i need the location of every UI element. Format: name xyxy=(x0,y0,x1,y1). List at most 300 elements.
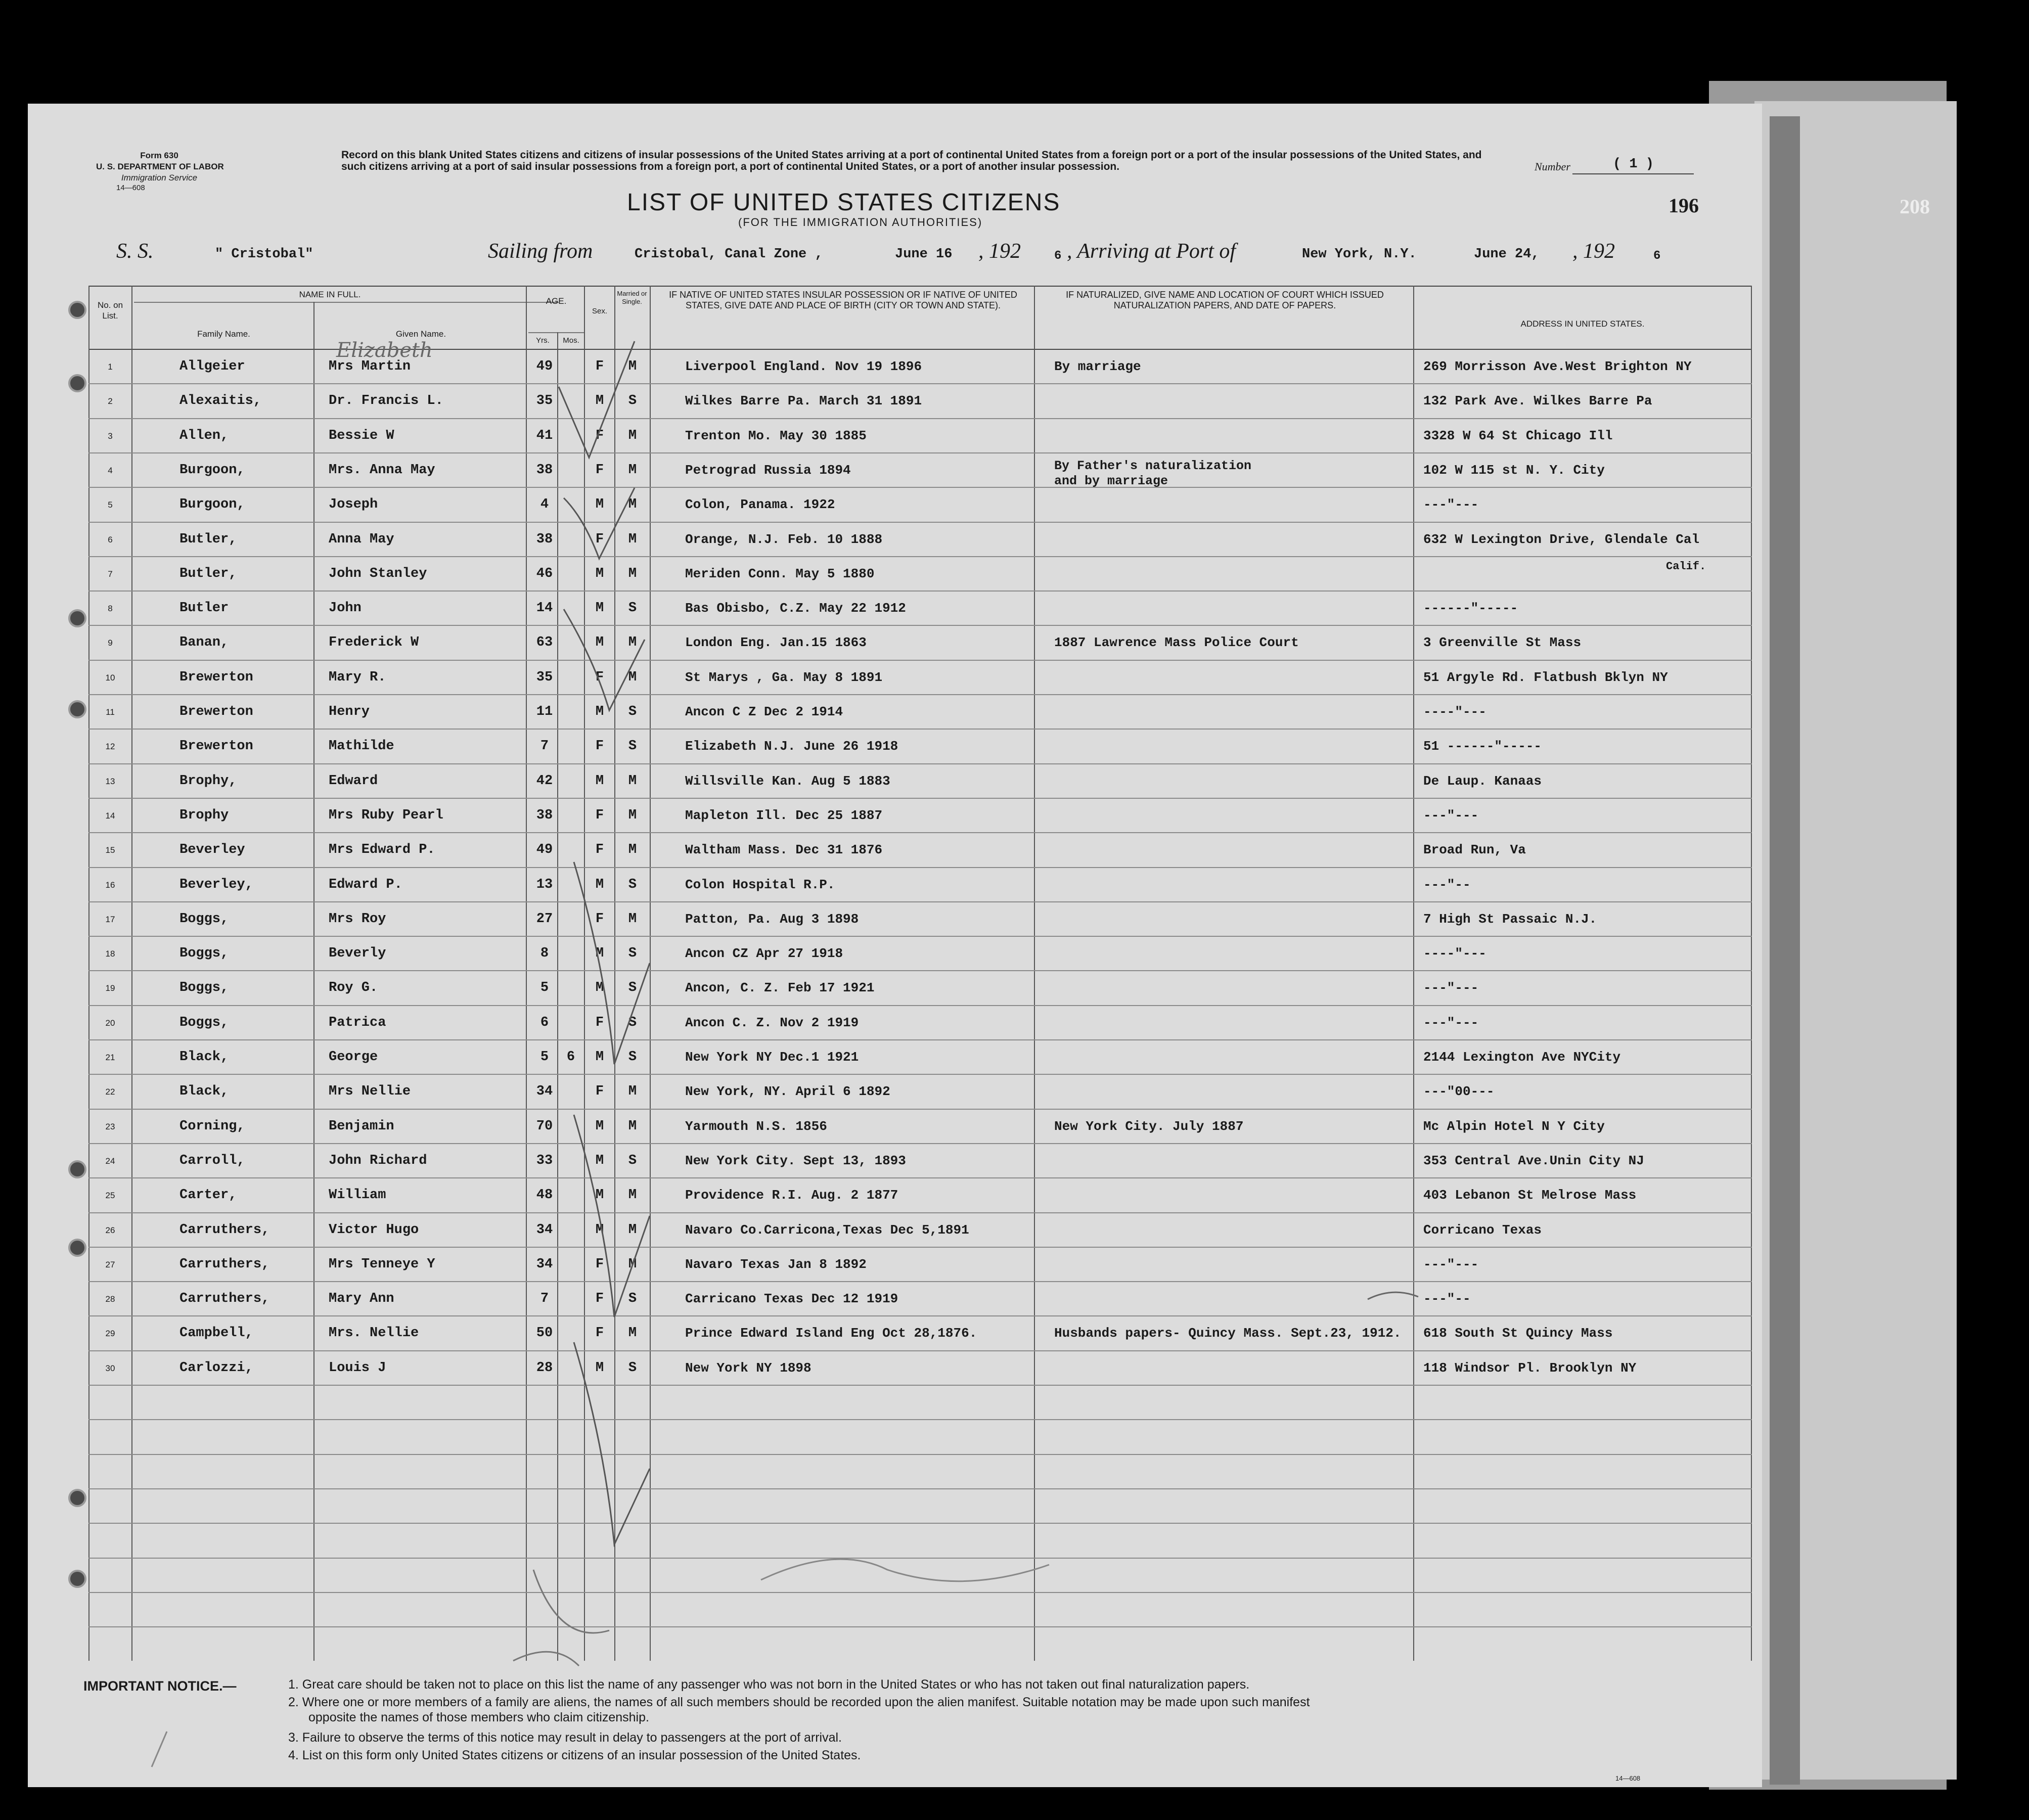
col-header-no: No. on List. xyxy=(97,300,123,321)
us-address: ---"--- xyxy=(1423,980,1479,996)
marital-status: M xyxy=(628,1188,637,1203)
birth-place-date: Colon Hospital R.P. xyxy=(685,877,835,892)
sex: M xyxy=(595,1050,604,1065)
us-address: ----"--- xyxy=(1423,704,1486,719)
birth-place-date: Willsville Kan. Aug 5 1883 xyxy=(685,773,890,789)
us-address: 51 ------"----- xyxy=(1423,739,1542,754)
family-name: Corning, xyxy=(179,1118,245,1134)
punch-hole xyxy=(68,1239,86,1257)
family-name: Butler, xyxy=(179,531,237,547)
birth-place-date: New York, NY. April 6 1892 xyxy=(685,1084,890,1100)
us-address: 2144 Lexington Ave NYCity xyxy=(1423,1050,1621,1065)
col-header-name: NAME IN FULL. xyxy=(299,290,361,299)
sex: F xyxy=(595,911,604,927)
row-number: 12 xyxy=(105,742,115,752)
sex: M xyxy=(595,1360,604,1376)
sex: M xyxy=(595,877,604,892)
form-number: Form 630 xyxy=(140,151,178,160)
marital-status: M xyxy=(628,1222,637,1238)
marital-status: M xyxy=(628,1256,637,1272)
given-name: Bessie W xyxy=(329,428,394,443)
marital-status: M xyxy=(628,566,637,581)
manifest-page xyxy=(28,104,1762,1787)
page-subtitle: (FOR THE IMMIGRATION AUTHORITIES) xyxy=(738,216,983,229)
age-years: 48 xyxy=(536,1188,553,1203)
us-address: 7 High St Passaic N.J. xyxy=(1423,911,1597,927)
marital-status: S xyxy=(628,1291,637,1307)
background-sheet-edge xyxy=(1770,116,1800,1785)
marital-status: S xyxy=(628,1153,637,1168)
us-address: Broad Run, Va xyxy=(1423,842,1526,858)
given-name: Victor Hugo xyxy=(329,1222,419,1238)
age-years: 46 xyxy=(536,566,553,581)
sex: F xyxy=(595,1326,604,1341)
given-name: Mary Ann xyxy=(329,1291,394,1307)
notice-item-2b: opposite the names of those members who claim citizenship. xyxy=(308,1710,649,1724)
marital-status: M xyxy=(628,531,637,547)
birth-place-date: London Eng. Jan.15 1863 xyxy=(685,635,867,651)
sex: M xyxy=(595,393,604,409)
marital-status: M xyxy=(628,635,637,651)
marital-status: M xyxy=(628,807,637,823)
us-address: 51 Argyle Rd. Flatbush Bklyn NY xyxy=(1423,669,1668,685)
given-name: George xyxy=(329,1050,378,1065)
us-address: 632 W Lexington Drive, Glendale Cal xyxy=(1423,531,1700,547)
row-number: 19 xyxy=(105,983,115,993)
marital-status: S xyxy=(628,1050,637,1065)
family-name: Campbell, xyxy=(179,1326,253,1341)
family-name: Brewerton xyxy=(179,669,253,685)
family-name: Black, xyxy=(179,1084,229,1100)
family-name: Carruthers, xyxy=(179,1256,270,1272)
sailing-label: Sailing from xyxy=(488,240,593,263)
birth-place-date: Liverpool England. Nov 19 1896 xyxy=(685,359,922,374)
marital-status: M xyxy=(628,428,637,443)
sex: M xyxy=(595,1188,604,1203)
family-name: Beverley, xyxy=(179,877,253,892)
given-name: William xyxy=(329,1188,386,1203)
age-years: 38 xyxy=(536,462,553,478)
family-name: Boggs, xyxy=(179,980,229,996)
birth-place-date: Ancon C Z Dec 2 1914 xyxy=(685,704,843,719)
given-name: Mrs Ruby Pearl xyxy=(329,807,443,823)
row-number: 23 xyxy=(105,1121,115,1131)
age-years: 14 xyxy=(536,601,553,616)
family-name: Allgeier xyxy=(179,359,245,374)
row-number: 3 xyxy=(108,431,113,441)
marital-status: S xyxy=(628,704,637,719)
notice-item-1: 1. Great care should be taken not to place on this list the name of any passenger who was not born in the United States or who has not taken out final naturalization papers. xyxy=(288,1677,1250,1692)
family-name: Brewerton xyxy=(179,739,253,754)
row-number: 15 xyxy=(105,845,115,855)
given-name: Mrs. Nellie xyxy=(329,1326,419,1341)
family-name: Allen, xyxy=(179,428,229,443)
family-name: Butler xyxy=(179,601,229,616)
row-number: 25 xyxy=(105,1191,115,1201)
ship-name: " Cristobal" xyxy=(215,247,313,262)
row-number: 17 xyxy=(105,914,115,924)
age-years: 7 xyxy=(540,1291,549,1307)
sex: F xyxy=(595,359,604,374)
marital-status: S xyxy=(628,739,637,754)
given-name: Henry xyxy=(329,704,370,719)
marital-status: M xyxy=(628,842,637,858)
age-years: 49 xyxy=(536,842,553,858)
given-name: Benjamin xyxy=(329,1118,394,1134)
sex: F xyxy=(595,1084,604,1100)
row-number: 13 xyxy=(105,776,115,786)
col-header-family: Family Name. xyxy=(197,329,250,339)
family-name: Burgoon, xyxy=(179,462,245,478)
us-address: ---"-- xyxy=(1423,1291,1471,1307)
row-number: 28 xyxy=(105,1294,115,1304)
notice-item-4: 4. List on this form only United States citizens or citizens of an insular possession of the United States. xyxy=(288,1748,861,1762)
sex: M xyxy=(595,980,604,996)
page-title: LIST OF UNITED STATES CITIZENS xyxy=(627,189,1061,216)
marital-status: S xyxy=(628,980,637,996)
row-number: 11 xyxy=(106,707,115,717)
arrival-port: New York, N.Y. xyxy=(1302,247,1417,262)
birth-place-date: Carricano Texas Dec 12 1919 xyxy=(685,1291,898,1307)
notice-heading: IMPORTANT NOTICE.— xyxy=(83,1678,237,1694)
us-address: ---"00--- xyxy=(1423,1084,1495,1100)
row-number: 29 xyxy=(105,1329,115,1339)
form-code-top: 14—608 xyxy=(116,184,145,192)
row-number: 8 xyxy=(108,604,113,614)
punch-hole xyxy=(68,700,86,718)
punch-hole xyxy=(68,1570,86,1588)
punch-hole xyxy=(68,1489,86,1507)
family-name: Carruthers, xyxy=(179,1291,270,1307)
family-name: Burgoon, xyxy=(179,497,245,513)
arriving-label: , Arriving at Port of xyxy=(1067,240,1236,263)
us-address: ---"--- xyxy=(1423,807,1479,823)
age-years: 38 xyxy=(536,531,553,547)
family-name: Carlozzi, xyxy=(179,1360,253,1376)
given-name: Joseph xyxy=(329,497,378,513)
age-years: 33 xyxy=(536,1153,553,1168)
age-years: 4 xyxy=(540,497,549,513)
row-number: 7 xyxy=(108,569,113,579)
us-address: ---"--- xyxy=(1423,497,1479,513)
sex: F xyxy=(595,462,604,478)
marital-status: S xyxy=(628,1015,637,1030)
marital-status: M xyxy=(628,911,637,927)
row-number: 26 xyxy=(105,1225,115,1235)
us-address: ---"--- xyxy=(1423,1256,1479,1272)
birth-place-date: Ancon CZ Apr 27 1918 xyxy=(685,946,843,962)
family-name: Beverley xyxy=(179,842,245,858)
notice-item-2: 2. Where one or more members of a family are aliens, the names of all such members should be recorded upon the alien manifest. Suitable notation may be made upon such manifest xyxy=(288,1695,1310,1709)
birth-place-date: Navaro Co.Carricona,Texas Dec 5,1891 xyxy=(685,1222,969,1238)
row-number: 10 xyxy=(105,672,115,682)
given-name: Beverly xyxy=(329,946,386,962)
row-number: 4 xyxy=(108,465,113,475)
birth-place-date: Wilkes Barre Pa. March 31 1891 xyxy=(685,393,922,409)
family-name: Black, xyxy=(179,1050,229,1065)
given-name: Mrs Roy xyxy=(329,911,386,927)
marital-status: S xyxy=(628,393,637,409)
row-number: 24 xyxy=(105,1156,115,1166)
age-years: 49 xyxy=(536,359,553,374)
us-address: 269 Morrisson Ave.West Brighton NY xyxy=(1423,359,1692,374)
sex: F xyxy=(595,1015,604,1030)
row-number: 5 xyxy=(108,500,113,510)
side-page-stamp: 208 xyxy=(1900,195,1930,218)
ss-label: S. S. xyxy=(116,240,154,263)
given-name: Dr. Francis L. xyxy=(329,393,443,409)
naturalization: New York City. July 1887 xyxy=(1054,1118,1244,1134)
sex: M xyxy=(595,704,604,719)
year-digit-1: 6 xyxy=(1054,249,1062,263)
row-number: 2 xyxy=(108,396,113,406)
age-years: 34 xyxy=(536,1084,553,1100)
naturalization: Husbands papers- Quincy Mass. Sept.23, 1912. xyxy=(1054,1326,1402,1341)
age-years: 7 xyxy=(540,739,549,754)
birth-place-date: Patton, Pa. Aug 3 1898 xyxy=(685,911,859,927)
arrival-date: June 24, xyxy=(1474,247,1540,262)
sex: F xyxy=(595,1256,604,1272)
marital-status: M xyxy=(628,462,637,478)
us-address: 353 Central Ave.Unin City NJ xyxy=(1423,1153,1644,1168)
us-address: ---"--- xyxy=(1423,1015,1479,1030)
birth-place-date: Colon, Panama. 1922 xyxy=(685,497,835,513)
age-years: 8 xyxy=(540,946,549,962)
age-years: 35 xyxy=(536,393,553,409)
birth-place-date: Prince Edward Island Eng Oct 28,1876. xyxy=(685,1326,977,1341)
sex: F xyxy=(595,739,604,754)
family-name: Boggs, xyxy=(179,911,229,927)
given-name: Edward P. xyxy=(329,877,402,892)
us-address: ----"--- xyxy=(1423,946,1486,962)
us-address: De Laup. Kanaas xyxy=(1423,773,1542,789)
family-name: Brewerton xyxy=(179,704,253,719)
row-number: 22 xyxy=(105,1087,115,1097)
year-prefix-1: , 192 xyxy=(978,240,1021,263)
col-header-age: AGE. xyxy=(546,296,567,306)
birth-place-date: Navaro Texas Jan 8 1892 xyxy=(685,1256,867,1272)
given-name: Mrs. Anna May xyxy=(329,462,435,478)
sex: F xyxy=(595,669,604,685)
sex: F xyxy=(595,1291,604,1307)
family-name: Carroll, xyxy=(179,1153,245,1168)
notice-item-3: 3. Failure to observe the terms of this notice may result in delay to passengers at the port of arrival. xyxy=(288,1731,842,1745)
age-years: 6 xyxy=(540,1015,549,1030)
given-name: Edward xyxy=(329,773,378,789)
row-number: 30 xyxy=(105,1363,115,1373)
marital-status: M xyxy=(628,773,637,789)
given-name: Mrs Tenneye Y xyxy=(329,1256,435,1272)
given-name: Mrs Nellie xyxy=(329,1084,411,1100)
age-years: 27 xyxy=(536,911,553,927)
given-name: Louis J xyxy=(329,1360,386,1376)
punch-hole xyxy=(68,1160,86,1178)
row-number: 14 xyxy=(105,810,115,821)
row-number: 6 xyxy=(108,534,113,544)
department: U. S. DEPARTMENT OF LABOR xyxy=(96,162,224,171)
birth-place-date: Orange, N.J. Feb. 10 1888 xyxy=(685,531,883,547)
sex: M xyxy=(595,1118,604,1134)
col-header-address: ADDRESS IN UNITED STATES. xyxy=(1520,319,1645,329)
age-years: 70 xyxy=(536,1118,553,1134)
row-number: 9 xyxy=(108,638,113,648)
us-address: 132 Park Ave. Wilkes Barre Pa xyxy=(1423,393,1652,409)
age-years: 13 xyxy=(536,877,553,892)
given-name: John Richard xyxy=(329,1153,427,1168)
sex: F xyxy=(595,531,604,547)
record-instructions: Record on this blank United States citizens and citizens of insular possessions of the United States arriving at a port of continental United States from a foreign port or a port of the insular possessions of the United States, and such citizens arriving at a port of said insular possessions from a foreign port, a port of continental United States, or a port of another insular possession. xyxy=(341,149,1482,172)
family-name: Carter, xyxy=(179,1188,237,1203)
sex: F xyxy=(595,842,604,858)
birth-place-date: Bas Obisbo, C.Z. May 22 1912 xyxy=(685,601,906,616)
col-header-mos: Mos. xyxy=(563,336,579,345)
family-name: Carruthers, xyxy=(179,1222,270,1238)
naturalization: By Father's naturalization and by marriage xyxy=(1054,458,1252,488)
birth-place-date: Providence R.I. Aug. 2 1877 xyxy=(685,1188,898,1203)
us-address: Corricano Texas xyxy=(1423,1222,1542,1238)
marital-status: M xyxy=(628,359,637,374)
given-name: Roy G. xyxy=(329,980,378,996)
family-name: Alexaitis, xyxy=(179,393,262,409)
row-number: 21 xyxy=(105,1053,115,1062)
age-years: 5 xyxy=(540,1050,549,1065)
col-header-birth: IF NATIVE OF UNITED STATES INSULAR POSSESSION OR IF NATIVE OF UNITED STATES, GIVE DATE AND PLACE OF BIRTH (CITY OR TOWN AND STATE). xyxy=(669,290,1017,310)
family-name: Banan, xyxy=(179,635,229,651)
age-years: 41 xyxy=(536,428,553,443)
birth-place-date: New York City. Sept 13, 1893 xyxy=(685,1153,906,1168)
service: Immigration Service xyxy=(121,173,198,183)
age-years: 28 xyxy=(536,1360,553,1376)
row-number: 18 xyxy=(105,949,115,959)
age-years: 50 xyxy=(536,1326,553,1341)
marital-status: M xyxy=(628,1118,637,1134)
year-prefix-2: , 192 xyxy=(1572,240,1615,263)
family-name: Brophy xyxy=(179,807,229,823)
age-years: 38 xyxy=(536,807,553,823)
page-stamp: 196 xyxy=(1669,194,1699,217)
birth-place-date: Petrograd Russia 1894 xyxy=(685,462,851,478)
form-code-bottom: 14—608 xyxy=(1615,1774,1641,1782)
sex: F xyxy=(595,428,604,443)
birth-place-date: Mapleton Ill. Dec 25 1887 xyxy=(685,807,883,823)
sex: M xyxy=(595,497,604,513)
given-name: Frederick W xyxy=(329,635,419,651)
given-name: Mathilde xyxy=(329,739,394,754)
birth-place-date: St Marys , Ga. May 8 1891 xyxy=(685,669,883,685)
us-address: ------"----- xyxy=(1423,601,1518,616)
marital-status: S xyxy=(628,877,637,892)
punch-hole xyxy=(68,374,86,392)
age-years: 34 xyxy=(536,1256,553,1272)
handwriting-marks xyxy=(28,104,1762,1787)
punch-hole xyxy=(68,301,86,319)
address-annotation-calif: Calif. xyxy=(1666,560,1706,573)
family-name: Boggs, xyxy=(179,946,229,962)
birth-place-date: Ancon C. Z. Nov 2 1919 xyxy=(685,1015,859,1030)
col-header-sex: Sex. xyxy=(592,307,607,315)
us-address: 118 Windsor Pl. Brooklyn NY xyxy=(1423,1360,1637,1376)
birth-place-date: New York NY Dec.1 1921 xyxy=(685,1050,859,1065)
sex: M xyxy=(595,946,604,962)
row-number: 27 xyxy=(105,1259,115,1269)
age-years: 35 xyxy=(536,669,553,685)
given-name: Mary R. xyxy=(329,669,386,685)
naturalization: By marriage xyxy=(1054,359,1141,374)
number-label: Number xyxy=(1535,160,1570,173)
age-months: 6 xyxy=(566,1050,575,1065)
us-address: 3 Greenville St Mass xyxy=(1423,635,1582,651)
given-name: John Stanley xyxy=(329,566,427,581)
given-name: Patrica xyxy=(329,1015,386,1030)
marital-status: M xyxy=(628,669,637,685)
sex: M xyxy=(595,1222,604,1238)
birth-place-date: Trenton Mo. May 30 1885 xyxy=(685,428,867,443)
row-number: 20 xyxy=(105,1018,115,1028)
us-address: 102 W 115 st N. Y. City xyxy=(1423,462,1605,478)
age-years: 34 xyxy=(536,1222,553,1238)
punch-hole xyxy=(68,609,86,627)
us-address: 618 South St Quincy Mass xyxy=(1423,1326,1613,1341)
col-header-given: Given Name. xyxy=(395,329,446,339)
us-address: Mc Alpin Hotel N Y City xyxy=(1423,1118,1605,1134)
given-name: Anna May xyxy=(329,531,394,547)
family-name: Brophy, xyxy=(179,773,237,789)
given-name: Mrs Edward P. xyxy=(329,842,435,858)
marital-status: S xyxy=(628,946,637,962)
us-address: 3328 W 64 St Chicago Ill xyxy=(1423,428,1613,443)
marital-status: S xyxy=(628,601,637,616)
handwritten-given-name: Elizabeth xyxy=(336,339,433,362)
marital-status: M xyxy=(628,497,637,513)
birth-place-date: Meriden Conn. May 5 1880 xyxy=(685,566,875,581)
family-name: Boggs, xyxy=(179,1015,229,1030)
age-years: 63 xyxy=(536,635,553,651)
birth-place-date: New York NY 1898 xyxy=(685,1360,811,1376)
family-name: Butler, xyxy=(179,566,237,581)
marital-status: S xyxy=(628,1360,637,1376)
sex: M xyxy=(595,566,604,581)
sex: M xyxy=(595,1153,604,1168)
sex: M xyxy=(595,601,604,616)
sailing-from: Cristobal, Canal Zone , xyxy=(635,247,823,262)
naturalization: 1887 Lawrence Mass Police Court xyxy=(1054,635,1299,651)
row-number: 16 xyxy=(105,880,115,890)
col-header-naturalized: IF NATURALIZED, GIVE NAME AND LOCATION OF COURT WHICH ISSUED NATURALIZATION PAPERS, AND DATE OF PAPERS. xyxy=(1066,290,1384,310)
sailing-date: June 16 xyxy=(895,247,953,262)
number-value: ( 1 ) xyxy=(1613,157,1654,172)
sex: F xyxy=(595,807,604,823)
given-name: John xyxy=(329,601,362,616)
given-name: Mrs Martin xyxy=(329,359,411,374)
us-address: ---"-- xyxy=(1423,877,1471,892)
birth-place-date: Elizabeth N.J. June 26 1918 xyxy=(685,739,898,754)
year-digit-2: 6 xyxy=(1653,249,1661,263)
row-number: 1 xyxy=(108,362,113,372)
us-address: 403 Lebanon St Melrose Mass xyxy=(1423,1188,1637,1203)
col-header-yrs: Yrs. xyxy=(536,336,550,345)
birth-place-date: Ancon, C. Z. Feb 17 1921 xyxy=(685,980,875,996)
age-years: 11 xyxy=(536,704,553,719)
birth-place-date: Waltham Mass. Dec 31 1876 xyxy=(685,842,883,858)
col-header-married: Married or Single. xyxy=(617,290,647,305)
marital-status: M xyxy=(628,1326,637,1341)
birth-place-date: Yarmouth N.S. 1856 xyxy=(685,1118,827,1134)
age-years: 42 xyxy=(536,773,553,789)
marital-status: M xyxy=(628,1084,637,1100)
sex: M xyxy=(595,773,604,789)
sex: M xyxy=(595,635,604,651)
age-years: 5 xyxy=(540,980,549,996)
